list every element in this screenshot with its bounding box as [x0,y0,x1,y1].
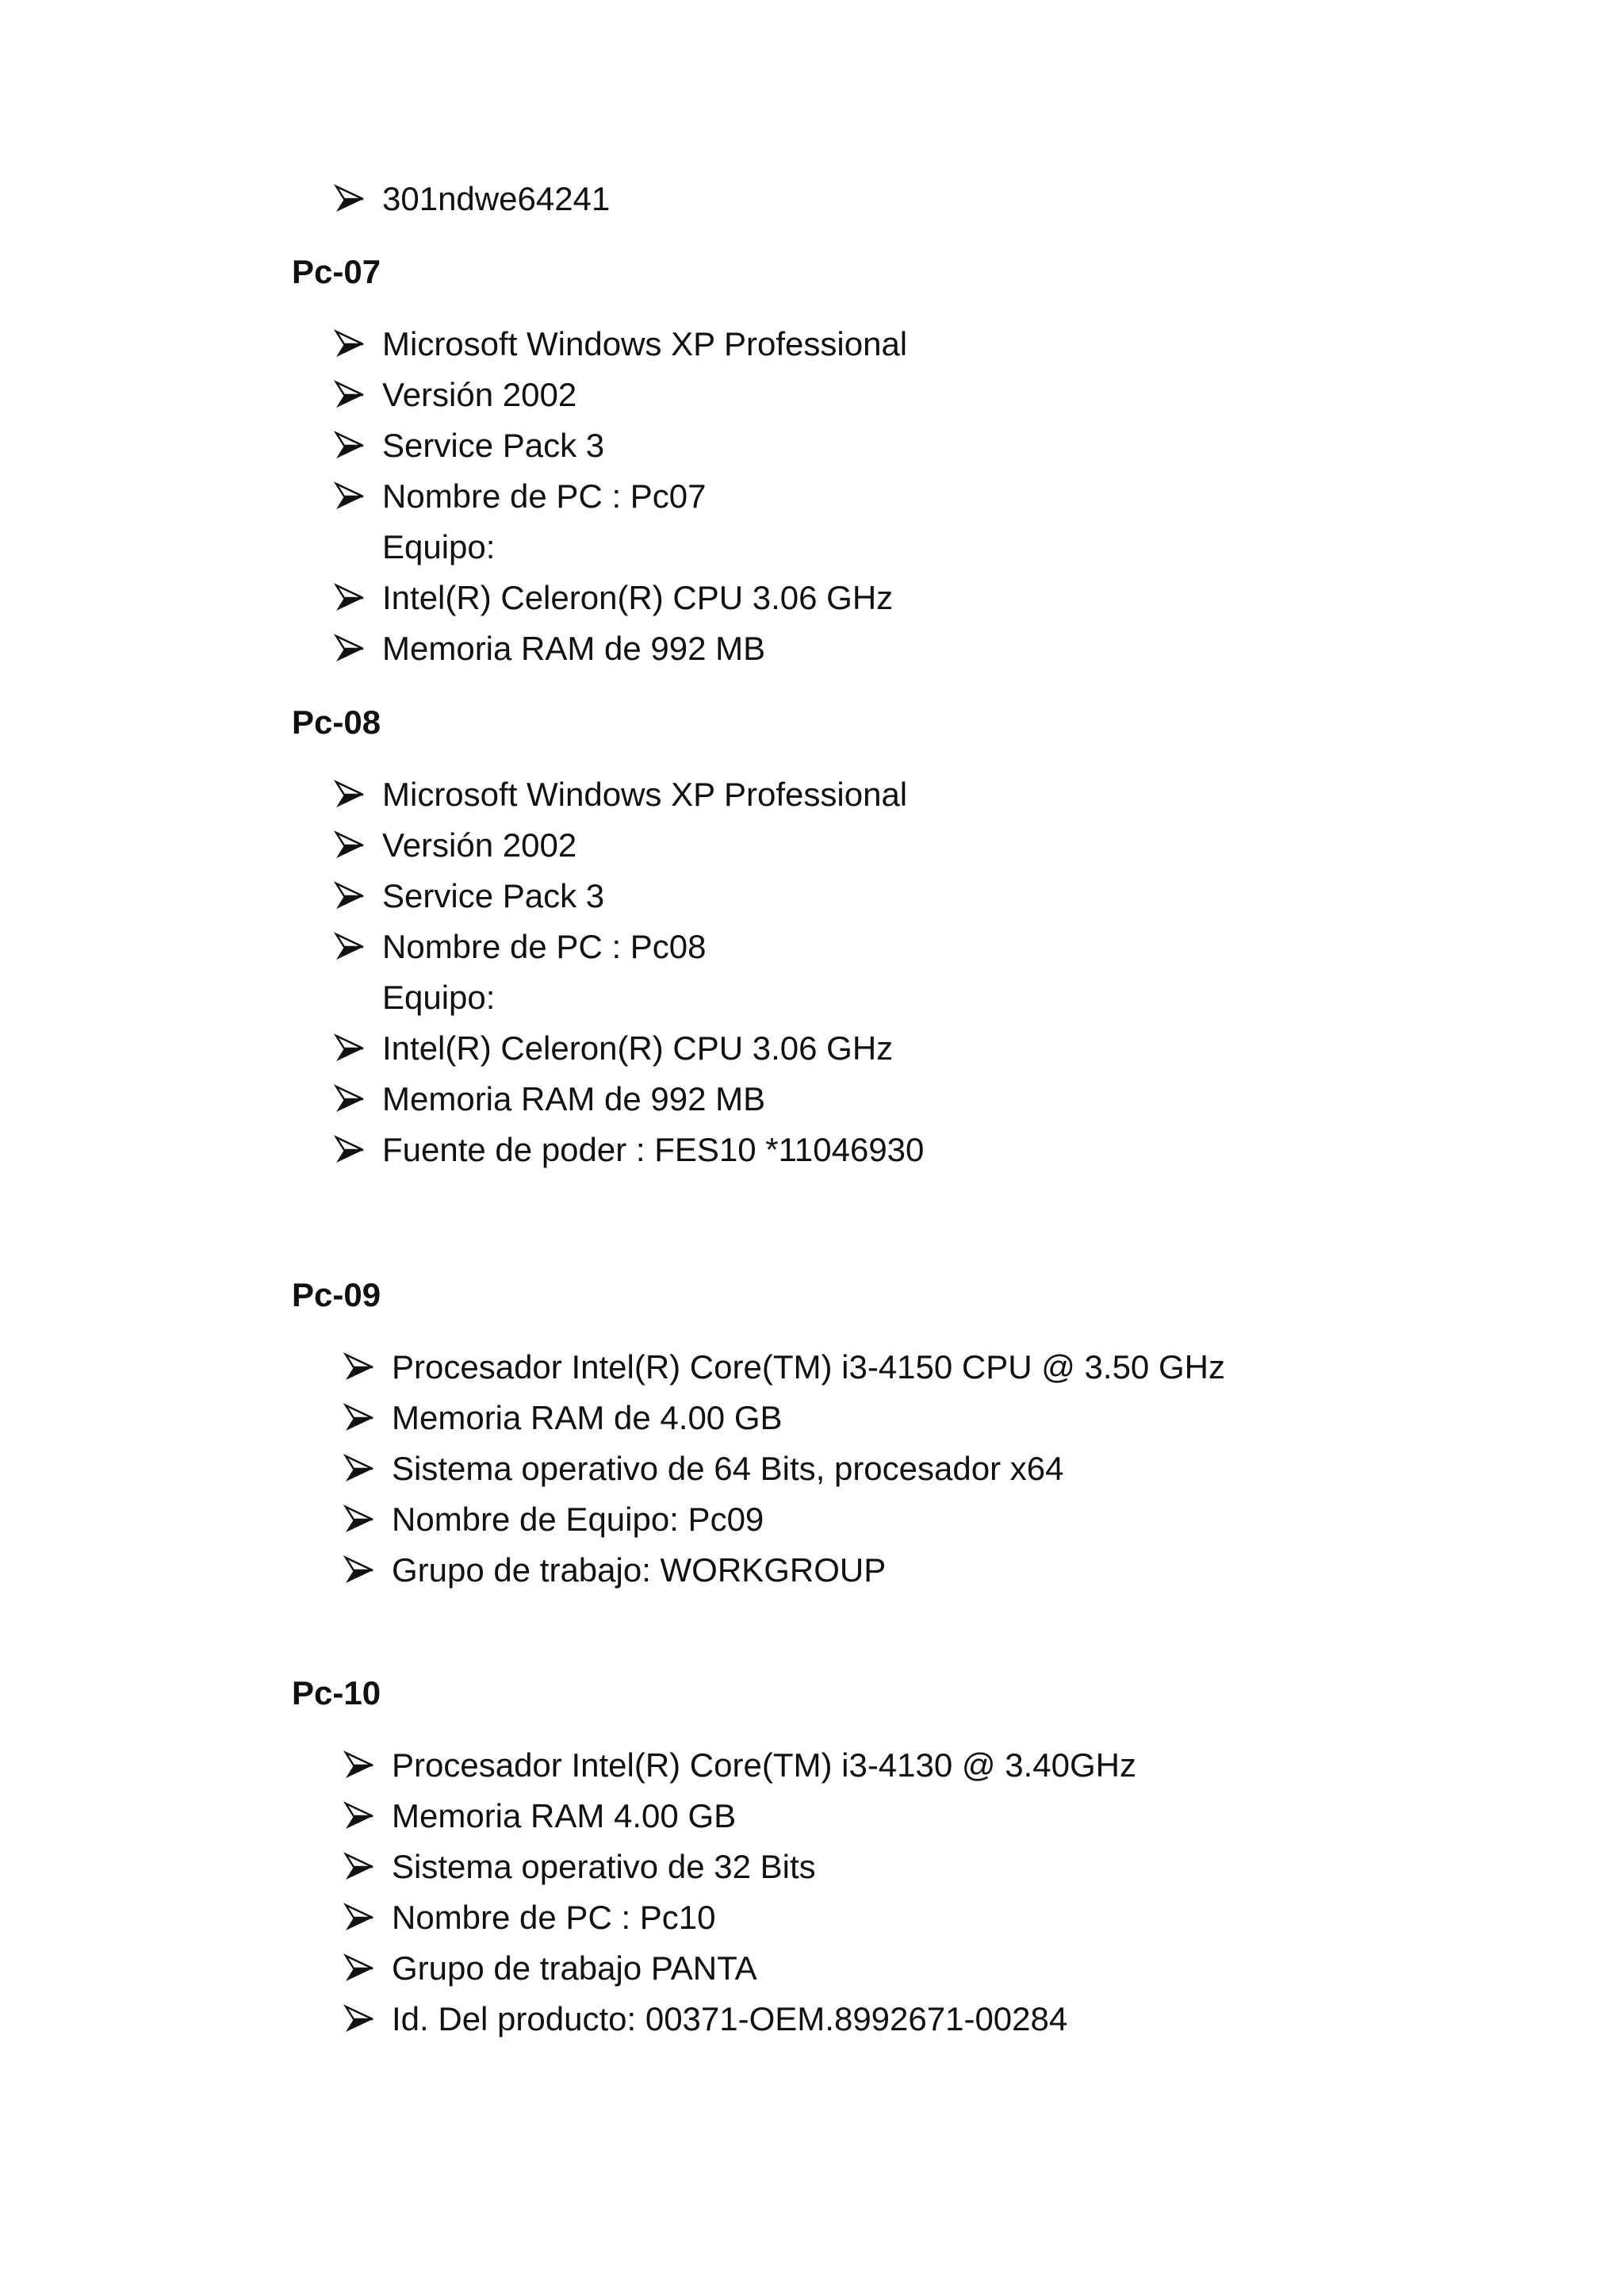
list-item [343,2000,1068,2037]
arrow-bullet-icon [333,880,365,912]
list-item [343,1401,783,1435]
list-item [333,581,893,615]
list-item [333,632,765,665]
list-item-text: Sistema operativo de 64 Bits, procesador x64 [392,1450,1064,1487]
arrow-bullet-icon [343,2003,374,2035]
list-item-text: Microsoft Windows XP Professional [382,325,908,362]
arrow-bullet-icon [333,931,365,963]
list-item-continuation [333,981,495,1014]
arrow-bullet-icon [343,1453,374,1485]
list-item [333,877,605,914]
list-item [343,1850,816,1884]
list-item [333,429,604,462]
arrow-bullet-icon [333,779,365,811]
list-item-continuation [333,528,496,565]
arrow-bullet-icon [333,1134,365,1166]
arrow-bullet-icon [333,379,365,411]
arrow-bullet-icon [343,1902,374,1934]
list-item [333,1080,766,1117]
list-item-text: Fuente de poder : FES10 *11046930 [382,1131,925,1168]
list-item-text: Nombre de PC : Pc08 [382,928,707,965]
list-item-text: Grupo de trabajo: WORKGROUP [392,1551,887,1589]
section-heading-pc07: Pc-07 [292,253,381,290]
list-item-text: Procesador Intel(R) Core(TM) i3-4130 @ 3.40GHz [392,1746,1136,1784]
list-item [333,477,707,515]
list-item [343,1452,1063,1485]
list-item [333,826,577,864]
arrow-bullet-icon [333,1033,365,1064]
list-item-text: Service Pack 3 [382,877,605,914]
list-item [343,1503,764,1536]
list-item [333,930,707,964]
list-item-text: Id. Del producto: 00371-OEM.8992671-00284 [392,2000,1068,2037]
arrow-bullet-icon [333,582,365,614]
arrow-bullet-icon [343,1504,374,1535]
arrow-bullet-icon [333,183,365,215]
list-item-text: Procesador Intel(R) Core(TM) i3-4150 CPU @ 3.50 GHz [392,1348,1225,1386]
list-item [333,1133,924,1167]
arrow-bullet-icon [343,1953,374,1984]
list-item-text: Versión 2002 [382,826,577,864]
arrow-bullet-icon [343,1750,374,1781]
list-item [343,1746,1136,1784]
list-item [333,325,908,362]
list-item [343,1901,716,1934]
list-item-text: Intel(R) Celeron(R) CPU 3.06 GHz [382,1029,894,1067]
list-item-text: Equipo: [382,528,496,565]
list-item-text: Grupo de trabajo PANTA [392,1949,757,1987]
list-item [343,1797,737,1834]
arrow-bullet-icon [333,481,365,512]
arrow-bullet-icon [343,1800,374,1832]
list-item [333,182,610,216]
list-item-text: Nombre de PC : Pc07 [382,477,707,515]
arrow-bullet-icon [343,1402,374,1434]
list-item [343,1551,887,1589]
section-heading-pc08: Pc-08 [292,703,381,741]
arrow-bullet-icon [333,830,365,861]
list-item-text: 301ndwe64241 [382,180,611,217]
arrow-bullet-icon [343,1851,374,1883]
arrow-bullet-icon [333,633,365,665]
list-item-text: Intel(R) Celeron(R) CPU 3.06 GHz [382,579,894,616]
list-item-text: Versión 2002 [382,376,577,413]
list-item-text: Memoria RAM de 992 MB [382,630,766,667]
list-item-text: Sistema operativo de 32 Bits [392,1848,816,1885]
list-item [343,1348,1225,1386]
list-item-text: Microsoft Windows XP Professional [382,776,908,813]
section-heading-pc09: Pc-09 [292,1276,381,1313]
list-item-text: Nombre de Equipo: Pc09 [392,1501,764,1538]
list-item [333,378,576,412]
arrow-bullet-icon [333,1083,365,1115]
section-heading-pc10: Pc-10 [292,1674,381,1711]
arrow-bullet-icon [343,1351,374,1383]
list-item-text: Memoria RAM 4.00 GB [392,1797,737,1834]
list-item [333,778,907,811]
list-item-text: Equipo: [382,979,496,1016]
arrow-bullet-icon [343,1554,374,1586]
list-item-text: Nombre de PC : Pc10 [392,1899,716,1936]
arrow-bullet-icon [333,328,365,360]
list-item-text: Memoria RAM de 4.00 GB [392,1399,783,1436]
list-item [333,1029,894,1067]
list-item-text: Memoria RAM de 992 MB [382,1080,766,1117]
list-item-text: Service Pack 3 [382,427,605,464]
list-item [343,1949,757,1987]
arrow-bullet-icon [333,430,365,462]
